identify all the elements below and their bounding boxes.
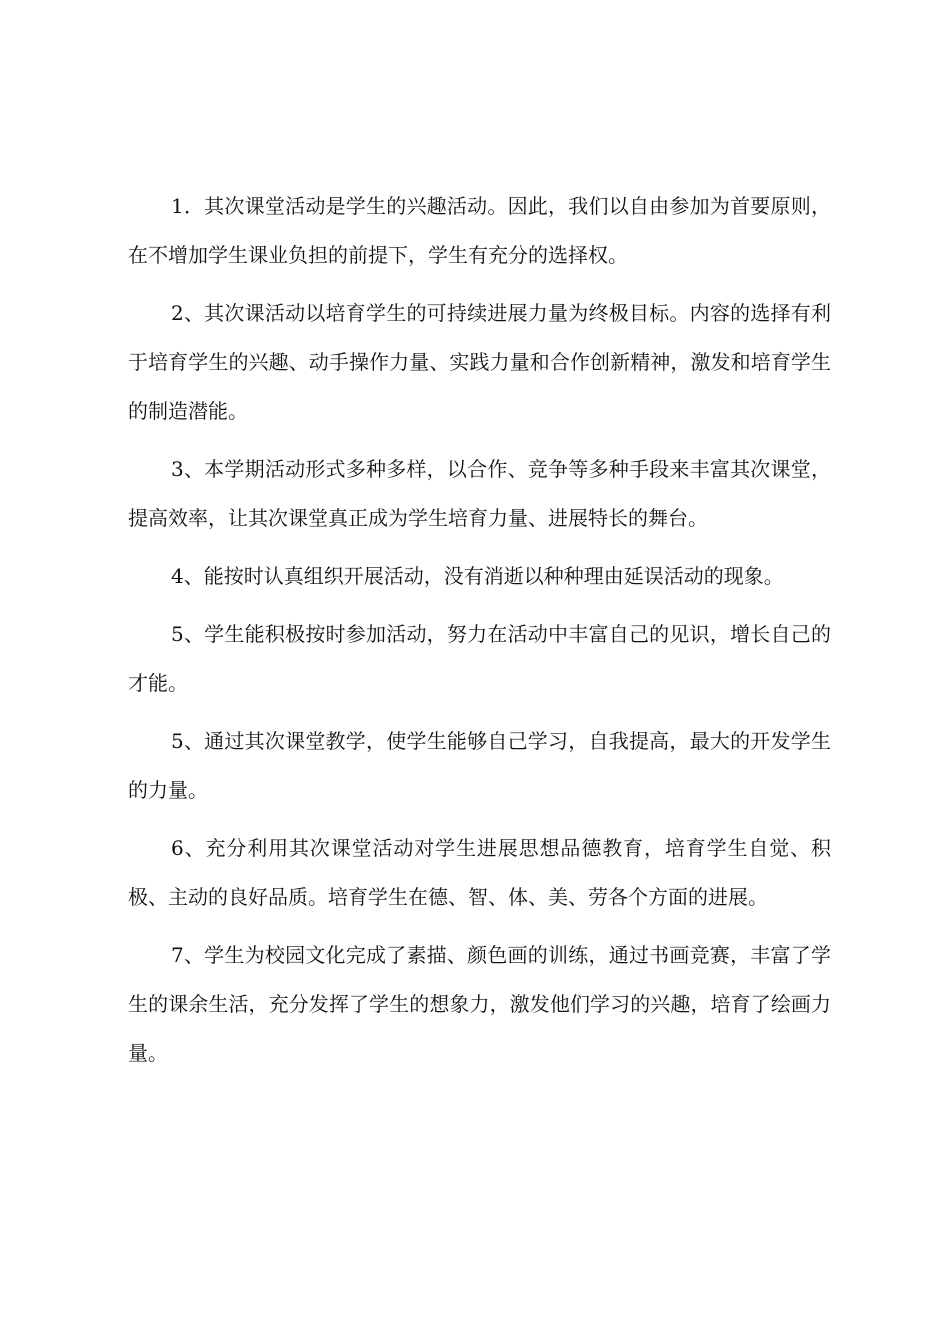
document-body	[128, 182, 831, 1087]
paragraph-1: 1．其次课堂活动是学生的兴趣活动。因此，我们以自由参加为首要原则，在不增加学生课业负担的前提下，学生有充分的选择权。	[128, 194, 831, 267]
paragraph-3: 3、本学期活动形式多种多样，以合作、竞争等多种手段来丰富其次课堂，提高效率，让其次课堂真正成为学生培育力量、进展特长的舞台。	[128, 457, 831, 530]
paragraph-8: 7、学生为校园文化完成了素描、颜色画的训练，通过书画竞赛，丰富了学生的课余生活，充分发挥了学生的想象力，激发他们学习的兴趣，培育了绘画力量。	[128, 943, 831, 1065]
paragraph-7: 6、充分利用其次课堂活动对学生进展思想品德教育，培育学生自觉、积极、主动的良好品质。培育学生在德、智、体、美、劳各个方面的进展。	[128, 836, 831, 909]
paragraph-6: 5、通过其次课堂教学，使学生能够自己学习，自我提高，最大的开发学生的力量。	[128, 729, 831, 802]
paragraph-5: 5、学生能积极按时参加活动，努力在活动中丰富自己的见识，增长自己的才能。	[128, 622, 831, 695]
paragraph-2: 2、其次课活动以培育学生的可持续进展力量为终极目标。内容的选择有利于培育学生的兴趣、动手操作力量、实践力量和合作创新精神，激发和培育学生的制造潜能。	[128, 301, 831, 423]
paragraph-4: 4、能按时认真组织开展活动，没有消逝以种种理由延误活动的现象。	[171, 564, 784, 588]
